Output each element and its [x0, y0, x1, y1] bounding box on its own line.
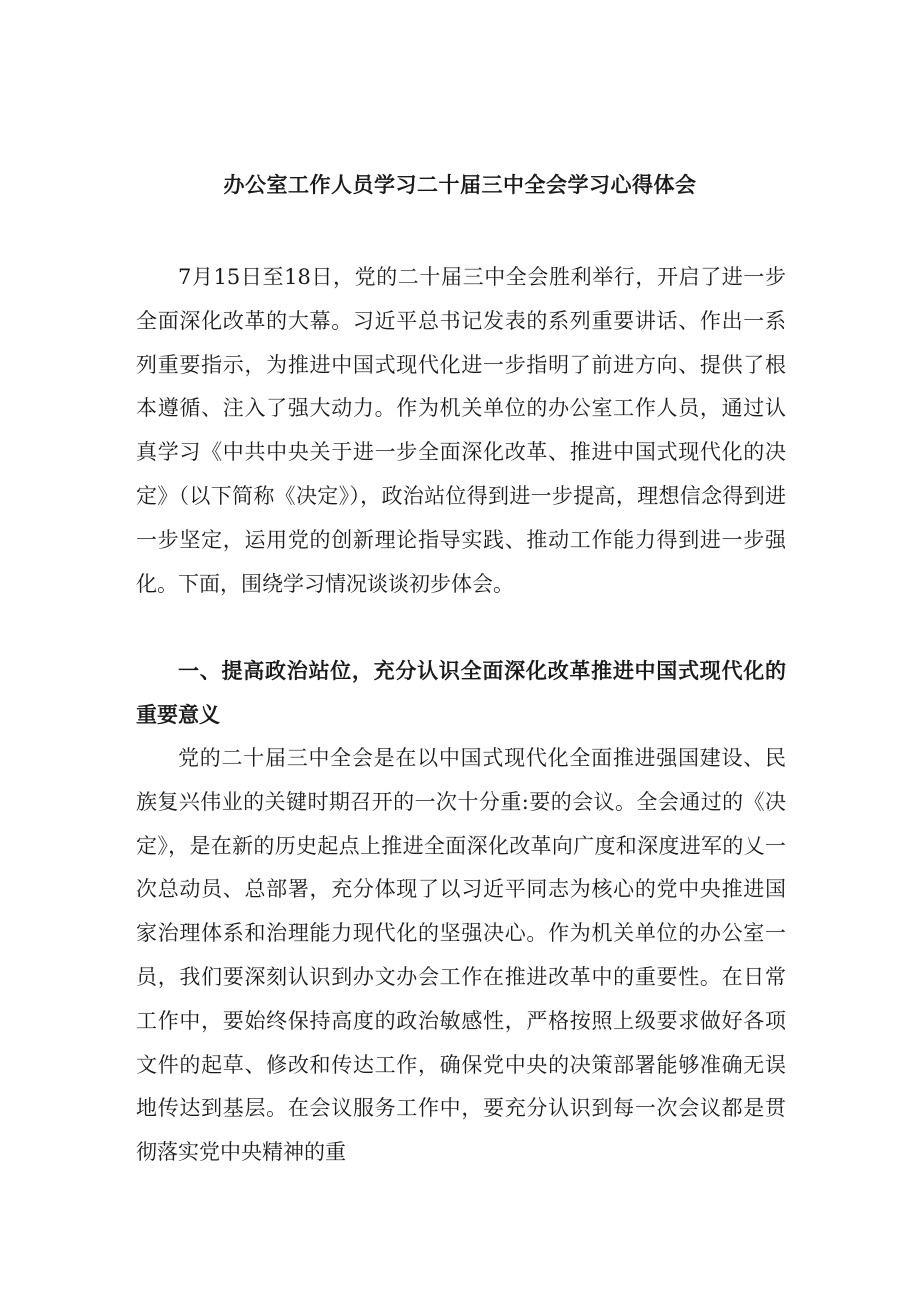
paragraph-intro: 7月15日至18日，党的二十届三中全会胜利举行，开启了进一步全面深化改革的大幕。习近平总书记发表的系列重要讲话、作出一系列重要指示，为推进中国式现代化进一步指明了前进方向、提供了根本遵循、注入了强大动力。作为机关单位的办公室工作人员，通过认真学习《中共中央关于进一步全面深化改革、推进中国式现代化的决定》（以下简称《决定》），政治站位得到进一步提高，理想信念得到进一步坚定，运用党的创新理论指导实践、推动工作能力得到进一步强化。下面，围绕学习情况谈谈初步体会。 — [136, 265, 786, 596]
section-heading-1: 一、提高政治站位，充分认识全面深化改革推进中国式现代化的重要意义 — [136, 658, 786, 727]
paragraph-section-1: 党的二十届三中全会是在以中国式现代化全面推进强国建设、民族复兴伟业的关键时期召开的一次十分重:要的会议。全会通过的《决定》，是在新的历史起点上推进全面深化改革向广度和深度进军的乂一次总动员、总部署，充分体现了以习近平同志为核心的党中央推进国家治理体系和治理能力现代化的坚强决心。作为机关单位的办公室一员，我们要深刻认识到办文办会工作在推进改革中的重要性。在日常工作中，要始终保持高度的政治敏感性，严格按照上级要求做好各项文件的起草、修改和传达工作，确保党中央的决策部署能够准确无误地传达到基层。在会议服务工作中，要充分认识到每一次会议都是贯彻落实党中央精神的重 — [136, 746, 786, 1165]
document-title: 办公室工作人员学习二十届三中全会学习心得体会 — [223, 172, 697, 197]
